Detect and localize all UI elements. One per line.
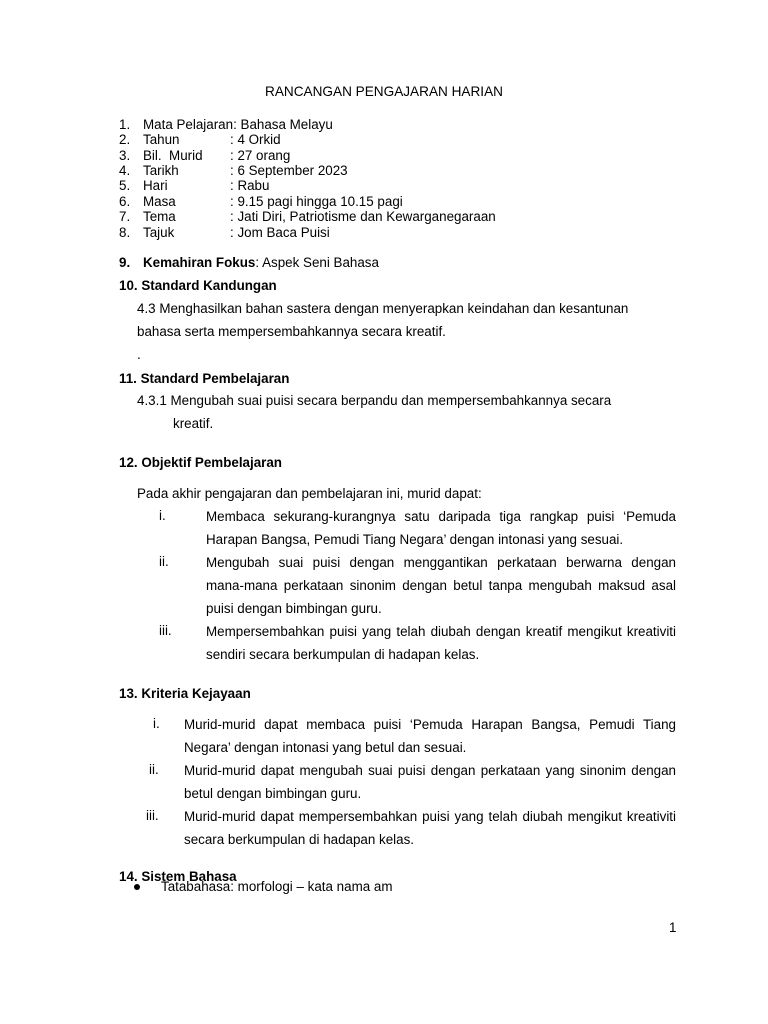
standard-kandungan-line-2: bahasa serta mempersembahkannya secara kreatif. <box>137 324 446 339</box>
bullet-icon <box>134 884 140 890</box>
objective-num: i. <box>159 508 166 523</box>
objective-num: ii. <box>159 554 169 569</box>
criteria-text: Murid-murid dapat membaca puisi ‘Pemuda Harapan Bangsa, Pemudi Tiang Negara’ dengan intonasi yang betul dan sesuai. <box>184 717 676 755</box>
info-value: : 9.15 pagi hingga 10.15 pagi <box>230 194 403 209</box>
info-key: Tema <box>143 209 176 224</box>
info-subject: Mata Pelajaran: Bahasa Melayu <box>143 117 333 132</box>
page-number: 1 <box>669 920 677 935</box>
info-num: 5. <box>119 178 131 193</box>
section-12-heading: 12. Objektif Pembelajaran <box>119 455 282 470</box>
document-title: RANCANGAN PENGAJARAN HARIAN <box>265 84 503 99</box>
info-num: 1. <box>119 117 131 132</box>
criteria-text: Murid-murid dapat mempersembahkan puisi yang telah diubah mengikut kreativiti secara berkumpulan di hadapan kelas. <box>184 809 676 847</box>
info-key: Masa <box>143 194 176 209</box>
info-key: Hari <box>143 178 168 193</box>
info-num: 3. <box>119 148 131 163</box>
info-value: : 4 Orkid <box>230 132 281 147</box>
section-9-line <box>143 255 379 270</box>
objective-text: Mempersembahkan puisi yang telah diubah dengan kreatif mengikut kreativiti sendiri secara berkumpulan di hadapan kelas. <box>206 624 676 662</box>
standard-kandungan-line-1: 4.3 Menghasilkan bahan sastera dengan menyerapkan keindahan dan kesantunan <box>137 301 629 316</box>
section-14-heading: 14. Sistem Bahasa <box>119 869 237 884</box>
info-num: 6. <box>119 194 131 209</box>
info-value: : Jom Baca Puisi <box>230 225 330 240</box>
info-value: : Jati Diri, Patriotisme dan Kewarganegaraan <box>230 209 496 224</box>
standard-pembelajaran-line-2: kreatif. <box>173 416 214 431</box>
section-9-label: Kemahiran Fokus <box>143 255 256 270</box>
section-9-text: : Aspek Seni Bahasa <box>255 255 379 270</box>
stray-dot: . <box>137 347 141 362</box>
objective-text: Membaca sekurang-kurangnya satu daripada tiga rangkap puisi ‘Pemuda Harapan Bangsa, Pemudi Tiang Negara’ dengan intonasi yang sesuai. <box>206 509 676 547</box>
objective-text: Mengubah suai puisi dengan menggantikan perkataan berwarna dengan mana-mana perkataan sinonim dengan betul tanpa mengubah maksud asal puisi dengan bimbingan guru. <box>206 555 676 616</box>
info-num: 4. <box>119 163 131 178</box>
info-num: 7. <box>119 209 131 224</box>
section-10-heading: 10. Standard Kandungan <box>119 278 277 293</box>
info-key: Tajuk <box>143 225 175 240</box>
section-11-heading: 11. Standard Pembelajaran <box>119 371 290 386</box>
info-key: Tarikh <box>143 163 179 178</box>
objective-num: iii. <box>159 623 172 638</box>
criteria-num: i. <box>153 716 160 731</box>
criteria-num: ii. <box>149 762 159 777</box>
criteria-num: iii. <box>146 808 159 823</box>
info-value: : 6 September 2023 <box>230 163 348 178</box>
bullet-text: Tatabahasa: morfologi – kata nama am <box>161 879 393 894</box>
section-9-num: 9. <box>119 255 131 270</box>
objective-intro: Pada akhir pengajaran dan pembelajaran ini, murid dapat: <box>137 486 482 501</box>
info-value: : 27 orang <box>230 148 291 163</box>
info-num: 2. <box>119 132 131 147</box>
criteria-text: Murid-murid dapat mengubah suai puisi dengan perkataan yang sinonim dengan betul dengan bimbingan guru. <box>184 763 676 801</box>
info-key: Bil. Murid <box>143 148 203 163</box>
info-value: : Rabu <box>230 178 270 193</box>
section-13-heading: 13. Kriteria Kejayaan <box>119 686 251 701</box>
info-key: Tahun <box>143 132 180 147</box>
standard-pembelajaran-line-1: 4.3.1 Mengubah suai puisi secara berpandu dan mempersembahkannya secara <box>137 393 612 408</box>
info-num: 8. <box>119 225 131 240</box>
